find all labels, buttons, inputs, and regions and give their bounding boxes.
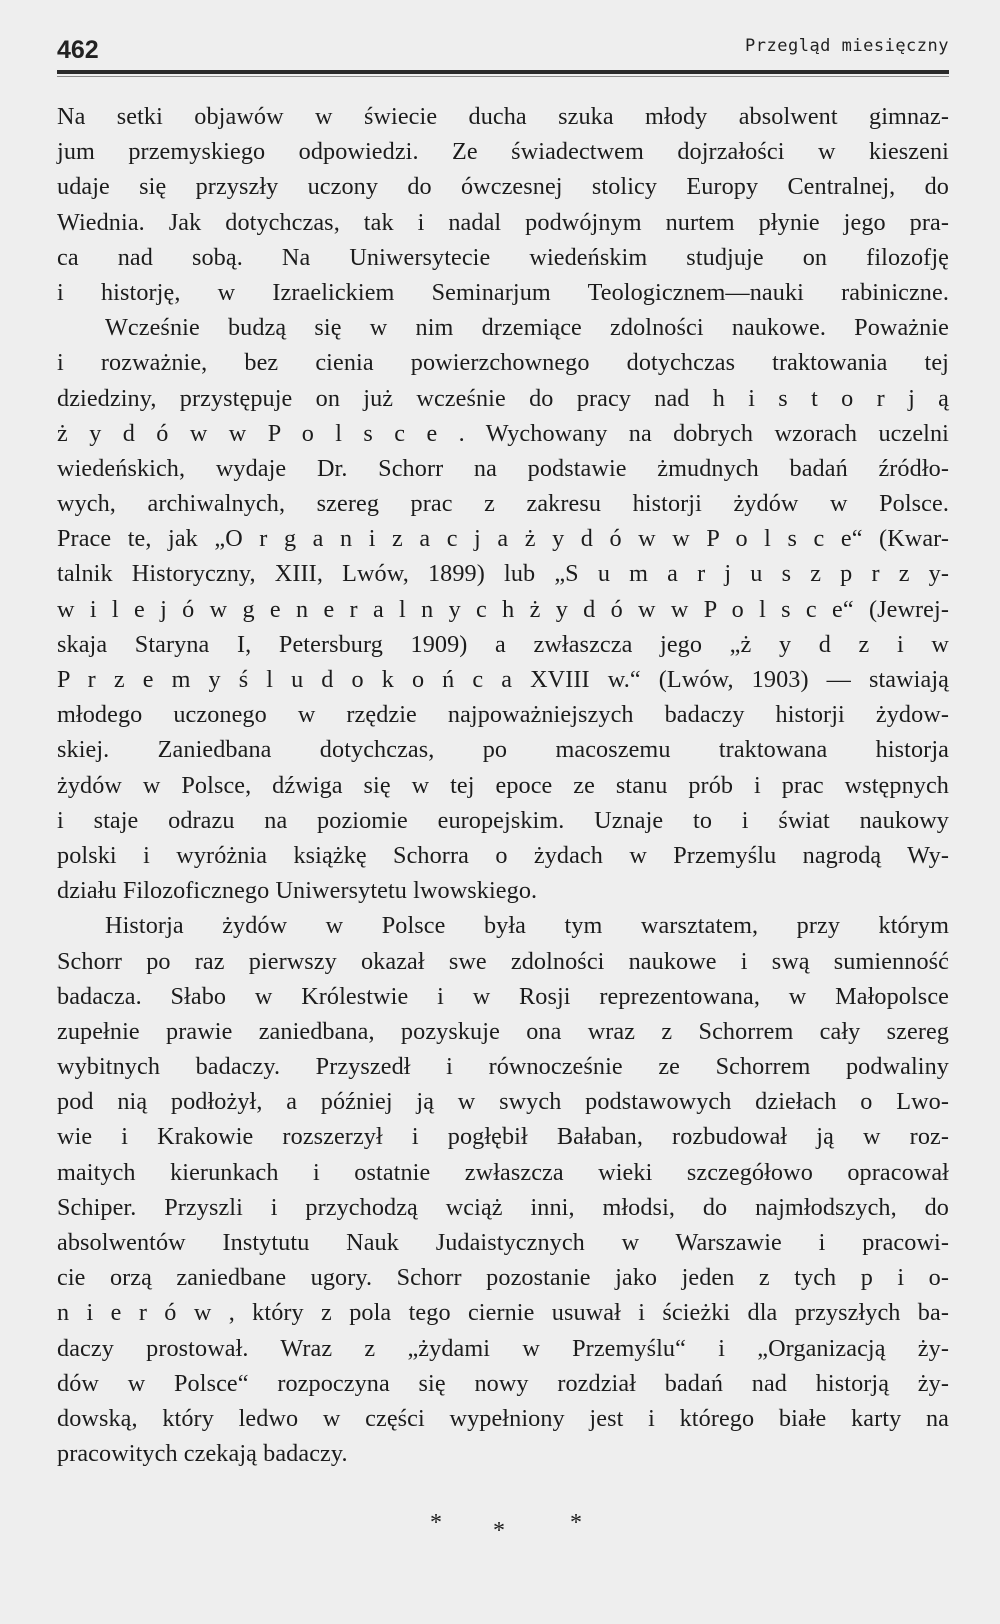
- text-line: udaje się przyszły uczony do ówczesnej stolicy Europy Centralnej, do: [57, 173, 949, 201]
- text-line: dowską, który ledwo w części wypełniony jest i którego białe karty na: [57, 1404, 949, 1432]
- text-line: wiedeńskich, wydaje Dr. Schorr na podstawie żmudnych badań źródło-: [57, 454, 949, 482]
- text-line: Wcześnie budzą się w nim drzemiące zdolności naukowe. Poważnie: [105, 314, 949, 342]
- text-line: cie orzą zaniedbane ugory. Schorr pozostanie jako jeden z tych p i o-: [57, 1264, 949, 1292]
- text-line: Schiper. Przyszli i przychodzą wciąż inni, młodsi, do najmłodszych, do: [57, 1193, 949, 1221]
- asterisk: *: [430, 1510, 442, 1536]
- asterisk: *: [570, 1510, 582, 1536]
- text-line: młodego uczonego w rzędzie najpoważniejszych badaczy historji żydow-: [57, 701, 949, 729]
- text-line: wych, archiwalnych, szereg prac z zakresu historji żydów w Polsce.: [57, 490, 949, 518]
- text-line: pracowitych czekają badaczy.: [57, 1440, 348, 1468]
- text-line: wybitnych badaczy. Przyszedł i równocześnie ze Schorrem podwaliny: [57, 1053, 949, 1081]
- article-body: [57, 99, 949, 1471]
- text-line: wie i Krakowie rozszerzył i pogłębił Bałaban, rozbudował ją w roz-: [57, 1123, 949, 1151]
- text-line: i staje odrazu na poziomie europejskim. Uznaje to i świat naukowy: [57, 806, 949, 834]
- text-line: i rozważnie, bez cienia powierzchownego dotychczas traktowania tej: [57, 349, 949, 377]
- text-line: n i e r ó w , który z pola tego ciernie usuwał i ścieżki dla przyszłych ba-: [57, 1299, 949, 1327]
- text-line: Prace te, jak „O r g a n i z a c j a ż y d ó w w P o l s c e“ (Kwar-: [57, 525, 949, 553]
- text-line: P r z e m y ś l u d o k o ń c a XVIII w.“ (Lwów, 1903) — stawiają: [57, 666, 949, 693]
- text-line: i historję, w Izraelickiem Seminarjum Teologicznem—nauki rabiniczne.: [57, 278, 949, 306]
- text-line: skiej. Zaniedbana dotychczas, po macoszemu traktowana historja: [57, 736, 949, 764]
- text-line: ca nad sobą. Na Uniwersytecie wiedeńskim studjuje on filozofję: [57, 243, 949, 271]
- text-line: polski i wyróżnia książkę Schorra o żydach w Przemyślu nagrodą Wy-: [57, 841, 949, 869]
- text-line: daczy prostował. Wraz z „żydami w Przemyślu“ i „Organizacją ży-: [57, 1334, 949, 1362]
- text-line: dziedziny, przystępuje on już wcześnie do pracy nad h i s t o r j ą: [57, 384, 949, 412]
- text-line: w i l e j ó w g e n e r a l n y c h ż y d ó w w P o l s c e“ (Jewrej-: [57, 595, 949, 623]
- text-line: Schorr po raz pierwszy okazał swe zdolności naukowe i swą sumienność: [57, 947, 949, 975]
- text-line: absolwentów Instytutu Nauk Judaistycznych w Warszawie i pracowi-: [57, 1229, 949, 1256]
- header-rule-thin: [57, 76, 949, 77]
- page-number: 462: [57, 36, 99, 64]
- page-header: [57, 28, 949, 72]
- text-line: zupełnie prawie zaniedbana, pozyskuje ona wraz z Schorrem cały szereg: [57, 1017, 949, 1045]
- text-line: ż y d ó w w P o l s c e . Wychowany na dobrych wzorach uczelni: [57, 419, 949, 447]
- text-line: Na setki objawów w świecie ducha szuka młody absolwent gimnaz-: [57, 103, 949, 130]
- text-line: dów w Polsce“ rozpoczyna się nowy rozdział badań nad historją ży-: [57, 1369, 949, 1397]
- text-line: jum przemyskiego odpowiedzi. Ze świadectwem dojrzałości w kieszeni: [57, 138, 949, 166]
- text-line: żydów w Polsce, dźwiga się w tej epoce ze stanu prób i prac wstępnych: [57, 771, 949, 799]
- text-line: talnik Historyczny, XIII, Lwów, 1899) lub „S u m a r j u s z p r z y-: [57, 560, 949, 588]
- header-rule: [57, 70, 949, 74]
- text-line: Wiednia. Jak dotychczas, tak i nadal podwójnym nurtem płynie jego pra-: [57, 208, 949, 236]
- text-line: skaja Staryna I, Petersburg 1909) a zwłaszcza jego „ż y d z i w: [57, 630, 949, 658]
- text-line: badacza. Słabo w Królestwie i w Rosji reprezentowana, w Małopolsce: [57, 982, 949, 1010]
- text-line: działu Filozoficznego Uniwersytetu lwowskiego.: [57, 877, 538, 905]
- section-separator: [0, 1510, 1000, 1550]
- asterisk: *: [493, 1518, 505, 1544]
- running-title: Przegląd miesięczny: [745, 36, 949, 56]
- text-line: maitych kierunkach i ostatnie zwłaszcza wieki szczegółowo opracował: [57, 1158, 949, 1186]
- text-line: Historja żydów w Polsce była tym warsztatem, przy którym: [105, 912, 949, 940]
- text-line: pod nią podłożył, a później ją w swych podstawowych dziełach o Lwo-: [57, 1088, 949, 1116]
